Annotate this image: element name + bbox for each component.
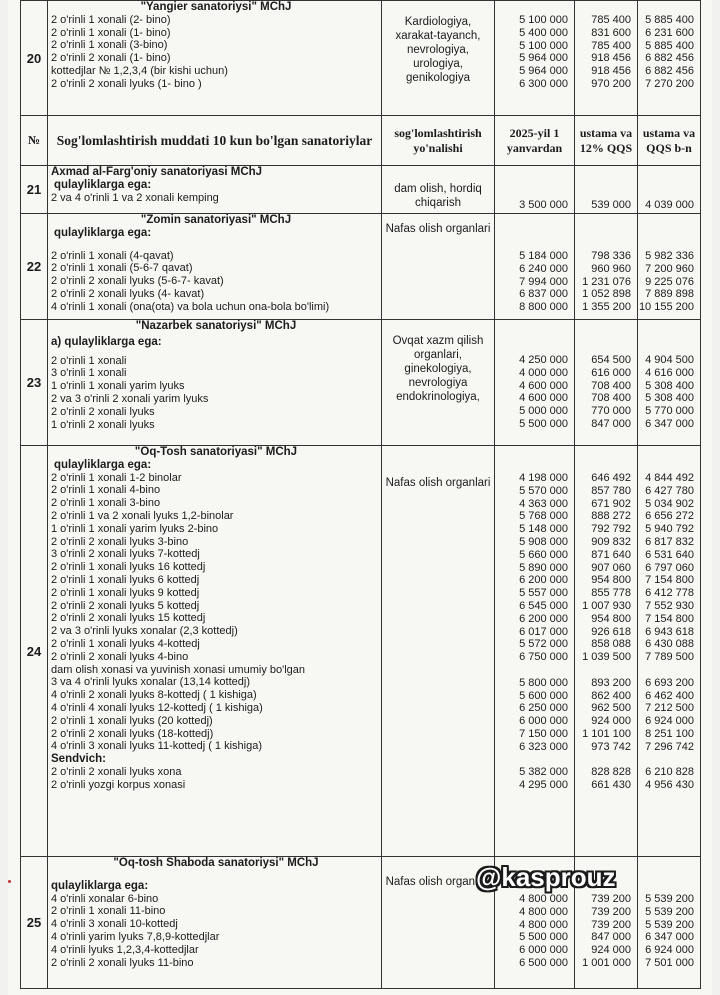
value-cell: 5 885 400: [645, 14, 694, 26]
value-cell: 5 148 000: [519, 523, 568, 536]
section-21: [21, 166, 701, 214]
markup-list: [575, 250, 637, 314]
value-cell: 798 336: [591, 250, 631, 262]
value-cell: 708 400: [591, 392, 631, 405]
value-cell: 6 200 000: [519, 612, 568, 625]
price-list: [495, 472, 574, 792]
room-list: [48, 893, 381, 970]
value-cell: 6 017 000: [519, 625, 568, 638]
price-list: [495, 893, 574, 970]
room-type: 2 o'rinli 1 xonali lyuks 6 kottedj: [51, 573, 200, 586]
value-cell: 792 792: [591, 523, 631, 536]
value-cell: 6 882 456: [645, 65, 694, 78]
value-cell: 616 000: [591, 366, 631, 379]
room-type: 2 o'rinli 1 xonali (1- bino): [51, 26, 171, 39]
room-list: [48, 472, 381, 754]
room-type: 2 va 4 o'rinli 1 va 2 xonali kemping: [51, 191, 219, 204]
amenities-label: qulayliklarga ega:: [54, 178, 152, 191]
section-23: [21, 320, 701, 446]
header-direction: sog'lomlashtirish yo'nalishi: [382, 116, 495, 166]
treatment-direction: Kardiologiya, xarakat-tayanch, nevrologiya, urologiya, genikologiya: [395, 16, 481, 84]
value-cell: 847 000: [591, 931, 631, 944]
table-header: [21, 116, 701, 166]
room-type: 2 o'rinli 1 xonali 1-2 binolar: [51, 471, 182, 484]
value-cell: 1 052 898: [582, 288, 631, 301]
value-cell: 770 000: [591, 405, 631, 418]
header-title: Sog'lomlashtirish muddati 10 kun bo'lgan sanatoriylar: [48, 116, 382, 166]
section-24: [21, 446, 701, 857]
room-type: 4 o'rinli 3 xonali lyuks 11-kottedj ( 1 kishiga): [51, 740, 262, 753]
value-cell: 918 456: [591, 65, 631, 78]
value-cell: 6 656 272: [645, 510, 694, 523]
value-cell: 708 400: [591, 379, 631, 392]
value-cell: 7 154 800: [645, 612, 694, 625]
amenities-label: a) qulayliklarga ega:: [51, 335, 162, 348]
value-cell: 654 500: [591, 354, 631, 366]
value-cell: 4 198 000: [519, 472, 568, 484]
room-type: 1 o'rinli 1 xonali yarim lyuks 2-bino: [51, 522, 219, 535]
value-cell: 646 492: [591, 472, 631, 484]
value-cell: 6 347 000: [645, 417, 694, 430]
value-cell: 6 500 000: [519, 956, 568, 969]
value-cell: 862 400: [591, 689, 631, 702]
value-cell: 661 430: [591, 779, 631, 792]
row-number: 23: [21, 320, 48, 446]
value-cell: 5 964 000: [519, 65, 568, 78]
value-cell: 5 539 200: [645, 893, 694, 905]
room-list: [48, 250, 381, 314]
value-cell: 6 797 060: [645, 561, 694, 574]
header-no: №: [21, 116, 48, 166]
value-cell: 3 500 000: [519, 199, 568, 211]
value-cell: 5 908 000: [519, 535, 568, 548]
room-type: 2 o'rinli 2 xonali lyuks (4- kavat): [51, 287, 205, 300]
value-cell: 9 225 076: [645, 275, 694, 288]
room-type: 2 o'rinli 2 xonali lyuks 3-bino: [51, 535, 189, 548]
value-cell: 5 539 200: [645, 918, 694, 931]
value-cell: 6 882 456: [645, 52, 694, 65]
value-cell: 1 039 500: [582, 651, 631, 664]
sanatorium-title: Axmad al-Farg'oniy sanatoriyasi MChJ: [51, 166, 263, 178]
value-cell: 7 994 000: [519, 275, 568, 288]
value-cell: 6 545 000: [519, 599, 568, 612]
value-cell: 6 347 000: [645, 931, 694, 944]
amenities-label: qulayliklarga ega:: [51, 879, 149, 892]
value-cell: 6 000 000: [519, 715, 568, 728]
value-cell: 7 789 500: [645, 651, 694, 664]
value-cell: 893 200: [591, 676, 631, 689]
section-22: [21, 214, 701, 320]
sanatorium-title: "Yangier sanatoriysi" MChJ: [140, 1, 292, 13]
value-cell: 5 539 200: [645, 905, 694, 918]
value-cell: 4 616 000: [645, 366, 694, 379]
value-cell: 6 531 640: [645, 548, 694, 561]
value-cell: 831 600: [591, 26, 631, 39]
value-cell: 5 660 000: [519, 548, 568, 561]
total-list: [638, 14, 700, 91]
value-cell: 855 778: [591, 587, 631, 600]
room-type: 4 o'rinli 1 xonali (ona(ota) va bola uchun ona-bola bo'limi): [51, 300, 330, 313]
value-cell: 5 800 000: [519, 676, 568, 689]
markup-list: [575, 199, 637, 212]
value-cell: 847 000: [591, 417, 631, 430]
value-cell: 7 200 960: [645, 262, 694, 275]
room-type: 4 o'rinli 4 xonali lyuks 12-kottedj ( 1 kishiga): [51, 701, 263, 714]
document-page: [8, 0, 712, 995]
value-cell: 5 308 400: [645, 392, 694, 405]
room-type: 2 o'rinli 2 xonali lyuks (1- bino ): [51, 77, 202, 90]
room-type: 2 o'rinli 1 xonali lyuks 9 kottedj: [51, 586, 200, 599]
value-cell: 6 817 832: [645, 535, 694, 548]
value-cell: 4 800 000: [519, 918, 568, 931]
sandwich-label: Sendvich:: [51, 753, 106, 766]
value-cell: 5 885 400: [645, 39, 694, 52]
room-list: [48, 355, 381, 432]
room-type: 2 va 3 o'rinli 2 xonali yarim lyuks: [51, 392, 209, 405]
row-number: 21: [21, 166, 48, 214]
value-cell: 858 088: [591, 638, 631, 651]
room-type: 2 o'rinli 2 xonali lyuks 11-bino: [51, 956, 194, 969]
value-cell: 924 000: [591, 715, 631, 728]
total-list: [638, 893, 700, 970]
room-type: 2 o'rinli 1 xonali 3-bino: [51, 497, 161, 510]
value-cell: 5 770 000: [645, 405, 694, 418]
room-type: 2 o'rinli 2 xonali lyuks 5 kottedj: [51, 599, 200, 612]
value-cell: 7 150 000: [519, 727, 568, 740]
value-cell: 4 904 500: [645, 354, 694, 366]
room-type: 2 o'rinli 2 xonali lyuks xona: [51, 765, 182, 778]
value-cell: 8 800 000: [519, 301, 568, 314]
value-cell: 5 982 336: [645, 250, 694, 262]
value-cell: 6 231 600: [645, 26, 694, 39]
value-cell: 4 363 000: [519, 497, 568, 510]
sanatorium-title: "Oq-Tosh sanatoriyasi" MChJ: [134, 446, 298, 458]
value-cell: 5 184 000: [519, 250, 568, 262]
value-cell: 1 001 000: [582, 956, 631, 969]
value-cell: 5 964 000: [519, 52, 568, 65]
value-cell: [495, 754, 574, 767]
value-cell: 4 844 492: [645, 472, 694, 484]
value-cell: 962 500: [591, 702, 631, 715]
room-type: 4 o'rinli 2 xonali lyuks 8-kottedj ( 1 kishiga): [51, 689, 257, 702]
value-cell: 739 200: [591, 893, 631, 905]
room-type: kottedjlar № 1,2,3,4 (bir kishi uchun): [51, 64, 228, 77]
value-cell: 888 272: [591, 510, 631, 523]
room-type: 2 o'rinli 1 xonali (2- bino): [51, 13, 171, 26]
room-type: 2 o'rinli 2 xonali lyuks (18-kottedj): [51, 727, 214, 740]
room-list: [48, 192, 381, 205]
value-cell: 5 382 000: [519, 766, 568, 779]
markup-list: [575, 893, 637, 970]
markup-list: [575, 354, 637, 431]
room-type: 2 o'rinli 1 xonali 4-bino: [51, 484, 161, 497]
value-cell: 539 000: [591, 199, 631, 211]
value-cell: 4 600 000: [519, 379, 568, 392]
total-list: [638, 472, 700, 792]
treatment-direction: Nafas olish organlari: [385, 477, 491, 489]
sanatorium-title: "Oq-tosh Shaboda sanatoriysi" MChJ: [113, 857, 319, 869]
header-total: ustama va QQS b-n: [638, 116, 701, 166]
value-cell: 4 295 000: [519, 779, 568, 792]
value-cell: 973 742: [591, 740, 631, 753]
room-type: 2 va 3 o'rinli lyuks xonalar (2,3 kottedj): [51, 625, 238, 638]
value-cell: 7 212 500: [645, 702, 694, 715]
value-cell: 6 200 000: [519, 574, 568, 587]
value-cell: 6 462 400: [645, 689, 694, 702]
value-cell: 1 101 100: [582, 727, 631, 740]
value-cell: 828 828: [591, 766, 631, 779]
room-type: 4 o'rinli 3 xonali 10-kottedj: [51, 918, 178, 931]
value-cell: 6 000 000: [519, 944, 568, 957]
row-number: 20: [21, 1, 48, 116]
value-cell: 6 427 780: [645, 484, 694, 497]
markup-list: [575, 14, 637, 91]
value-cell: 871 640: [591, 548, 631, 561]
room-type: 2 o'rinli 2 xonali lyuks (5-6-7- kavat): [51, 275, 224, 288]
value-cell: 6 210 828: [645, 766, 694, 779]
markup-list: [575, 472, 637, 792]
room-list: [48, 14, 381, 91]
value-cell: 5 034 902: [645, 497, 694, 510]
value-cell: 5 890 000: [519, 561, 568, 574]
value-cell: 1 355 200: [582, 301, 631, 314]
room-type: 3 va 4 o'rinli lyuks xonalar (13,14 kottedj): [51, 676, 250, 689]
value-cell: 5 940 792: [645, 523, 694, 536]
room-type: 2 o'rinli 1 xonali lyuks 16 kottedj: [51, 561, 206, 574]
amenities-label: qulayliklarga ega:: [54, 226, 152, 239]
value-cell: 5 100 000: [519, 39, 568, 52]
sanatorium-title: "Nazarbek sanatoriysi" MChJ: [135, 320, 297, 332]
value-cell: 4 250 000: [519, 354, 568, 366]
room-type: 4 o'rinli lyuks 1,2,3,4-kottedjlar: [51, 943, 199, 956]
value-cell: 4 956 430: [645, 779, 694, 792]
room-type: 1 o'rinli 2 xonali lyuks: [51, 418, 155, 431]
room-type: 2 o'rinli 2 xonali lyuks 15 kottedj: [51, 612, 206, 625]
scan-dot: [8, 880, 11, 883]
value-cell: 5 768 000: [519, 510, 568, 523]
value-cell: 739 200: [591, 918, 631, 931]
room-type: 2 o'rinli 2 xonali lyuks: [51, 405, 155, 418]
value-cell: 6 430 088: [645, 638, 694, 651]
room-type: 2 o'rinli 1 va 2 xonali lyuks 1,2-binolar: [51, 509, 234, 522]
value-cell: 6 250 000: [519, 702, 568, 715]
value-cell: 6 750 000: [519, 651, 568, 664]
row-number: 22: [21, 214, 48, 320]
value-cell: 6 300 000: [519, 77, 568, 90]
value-cell: 7 154 800: [645, 574, 694, 587]
total-list: [638, 354, 700, 431]
row-number: 25: [21, 857, 48, 989]
value-cell: 7 296 742: [645, 740, 694, 753]
amenities-label: qulayliklarga ega:: [54, 458, 152, 471]
value-cell: 924 000: [591, 944, 631, 957]
price-list: [495, 354, 574, 431]
price-list: [495, 14, 574, 91]
total-list: [638, 199, 700, 212]
value-cell: [638, 754, 700, 767]
room-type: 2 o'rinli 1 xonali lyuks 4-kottedj: [51, 637, 200, 650]
value-cell: 6 837 000: [519, 288, 568, 301]
sanatorium-title: "Zomin sanatoriyasi" MChJ: [140, 214, 292, 226]
value-cell: 5 570 000: [519, 484, 568, 497]
room-type: 4 o'rinli yarim lyuks 7,8,9-kottedjlar: [51, 930, 220, 943]
sanatorium-price-table: [20, 0, 701, 989]
room-type: 4 o'rinli xonalar 6-bino: [51, 892, 159, 905]
value-cell: 954 800: [591, 612, 631, 625]
value-cell: 954 800: [591, 574, 631, 587]
value-cell: 785 400: [591, 14, 631, 26]
price-list: [495, 250, 574, 314]
value-cell: 5 500 000: [519, 417, 568, 430]
value-cell: 5 500 000: [519, 931, 568, 944]
value-cell: 918 456: [591, 52, 631, 65]
value-cell: 10 155 200: [638, 301, 694, 314]
value-cell: 5 308 400: [645, 379, 694, 392]
room-type: 2 o'rinli 2 xonali lyuks 4-bino: [51, 650, 189, 663]
value-cell: [495, 664, 574, 677]
value-cell: 785 400: [591, 39, 631, 52]
header-markup: ustama va 12% QQS: [575, 116, 638, 166]
watermark: @kasprouz: [476, 862, 616, 892]
room-type: 2 o'rinli 1 xonali 11-bino: [51, 905, 166, 918]
value-cell: 926 618: [591, 625, 631, 638]
value-cell: 5 557 000: [519, 587, 568, 600]
value-cell: 1 231 076: [582, 275, 631, 288]
value-cell: 907 060: [591, 561, 631, 574]
value-cell: 5 000 000: [519, 405, 568, 418]
value-cell: 6 924 000: [645, 715, 694, 728]
section-20: [21, 1, 701, 116]
treatment-direction: Nafas olish organlari: [385, 876, 491, 888]
room-type: 2 o'rinli 2 xonali (1- bino): [51, 52, 171, 65]
price-list: [495, 199, 574, 212]
value-cell: 6 323 000: [519, 740, 568, 753]
room-type: 2 o'rinli 1 xonali (5-6-7 qavat): [51, 262, 193, 275]
header-price: 2025-yil 1 yanvardan: [495, 116, 575, 166]
value-cell: 5 100 000: [519, 14, 568, 26]
value-cell: 6 943 618: [645, 625, 694, 638]
value-cell: 6 924 000: [645, 944, 694, 957]
treatment-direction: dam olish, hordiq chiqarish: [394, 183, 482, 209]
room-type: 2 o'rinli 1 xonali (3-bino): [51, 39, 168, 52]
value-cell: 1 007 930: [582, 599, 631, 612]
value-cell: 6 693 200: [645, 676, 694, 689]
value-cell: [575, 664, 637, 677]
value-cell: 739 200: [591, 905, 631, 918]
value-cell: 8 251 100: [645, 727, 694, 740]
value-cell: 671 902: [591, 497, 631, 510]
value-cell: [575, 754, 637, 767]
value-cell: 7 889 898: [645, 288, 694, 301]
value-cell: 7 270 200: [645, 77, 694, 90]
room-type: 3 o'rinli 2 xonali lyuks 7-kottedj: [51, 548, 200, 561]
value-cell: 970 200: [591, 77, 631, 90]
room-type: 2 o'rinli yozgi korpus xonasi: [51, 778, 186, 791]
value-cell: 5 600 000: [519, 689, 568, 702]
value-cell: 6 412 778: [645, 587, 694, 600]
value-cell: [638, 664, 700, 677]
total-list: [638, 250, 700, 314]
value-cell: 857 780: [591, 484, 631, 497]
row-number: 24: [21, 446, 48, 857]
room-type: 2 o'rinli 1 xonali lyuks (20 kottedj): [51, 714, 213, 727]
value-cell: 4 800 000: [519, 893, 568, 905]
value-cell: 4 800 000: [519, 905, 568, 918]
value-cell: 7 501 000: [645, 956, 694, 969]
room-type: 2 o'rinli 1 xonali (4-qavat): [51, 249, 174, 262]
sandwich-room-list: [48, 766, 381, 792]
value-cell: 5 572 000: [519, 638, 568, 651]
value-cell: 6 240 000: [519, 262, 568, 275]
room-type: dam olish xonasi va yuvinish xonasi umumiy bo'lgan: [51, 663, 306, 676]
value-cell: 4 039 000: [645, 199, 694, 211]
value-cell: 909 832: [591, 535, 631, 548]
room-type: 1 o'rinli 1 xonali yarim lyuks: [51, 380, 185, 393]
treatment-direction: Nafas olish organlari: [385, 223, 491, 235]
value-cell: 4 000 000: [519, 366, 568, 379]
value-cell: 7 552 930: [645, 599, 694, 612]
value-cell: 960 960: [591, 262, 631, 275]
room-type: 2 o'rinli 1 xonali: [51, 354, 127, 367]
room-type: 3 o'rinli 1 xonali: [51, 367, 127, 380]
value-cell: 4 600 000: [519, 392, 568, 405]
treatment-direction: Ovqat xazm qilish organlari, ginekologiya, nevrologiya endokrinologiya,: [392, 335, 484, 403]
value-cell: 5 400 000: [519, 26, 568, 39]
